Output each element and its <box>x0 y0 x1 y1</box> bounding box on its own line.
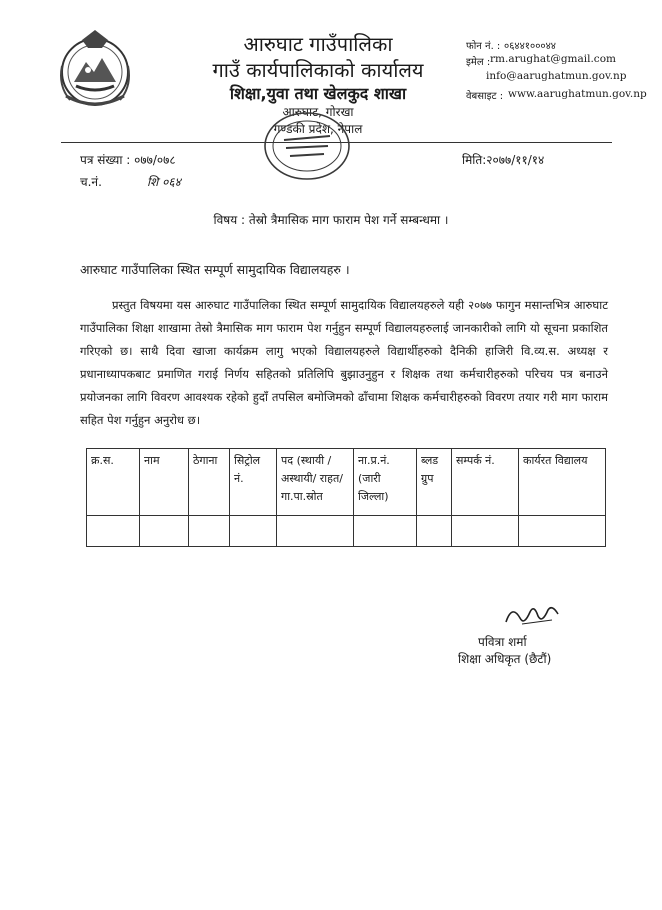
table-cell <box>417 516 452 547</box>
email-secondary: info@aarughatmun.gov.np <box>486 70 627 82</box>
col-position: पद (स्थायी /अस्थायी/ राहत/गा.पा.स्रोत <box>277 449 354 516</box>
col-contact: सम्पर्क नं. <box>452 449 519 516</box>
government-emblem-logo <box>52 26 138 112</box>
office-name: गाउँ कार्यपालिकाको कार्यालय <box>212 58 424 82</box>
municipality-name: आरुघाट गाउँपालिका <box>243 32 393 56</box>
table-cell <box>230 516 277 547</box>
office-location: आरुघाट, गोरखा <box>282 105 354 119</box>
section-name: शिक्षा,युवा तथा खेलकुद शाखा <box>229 84 407 103</box>
office-stamp <box>262 110 352 182</box>
email-label: इमेल : <box>466 57 491 68</box>
col-school: कार्यरत विद्यालय <box>519 449 606 516</box>
dispatch-number: शि ०६४ <box>147 175 181 189</box>
table-header-row <box>87 449 606 516</box>
phone-label: फोन नं. : <box>466 41 501 52</box>
table-cell <box>189 516 230 547</box>
col-seat-roll: सिट्रोल नं. <box>230 449 277 516</box>
table-cell <box>354 516 417 547</box>
col-citizenship: ना.प्र.नं.(जारी जिल्ला) <box>354 449 417 516</box>
col-name: नाम <box>140 449 189 516</box>
website-label: वेबसाइट : <box>466 91 504 102</box>
letter-subject: विषय : तेस्रो त्रैमासिक माग फाराम पेश गर्ने सम्बन्धमा । <box>213 213 449 227</box>
dispatch-label: च.नं. <box>80 175 102 189</box>
letter-addressee: आरुघाट गाउँपालिका स्थित सम्पूर्ण सामुदायिक विद्यालयहरु । <box>80 262 350 277</box>
signatory-name: पवित्रा शर्मा <box>478 635 527 649</box>
signatory-title: शिक्षा अधिकृत (छैटौं) <box>458 652 552 666</box>
table-cell <box>277 516 354 547</box>
province-country: गण्डकी प्रदेश, नेपाल <box>273 122 363 136</box>
table-cell <box>87 516 140 547</box>
table-cell <box>452 516 519 547</box>
handwritten-signature <box>502 600 562 630</box>
col-address: ठेगाना <box>189 449 230 516</box>
col-serial: क्र.स. <box>87 449 140 516</box>
website-url: www.aarughatmun.gov.np <box>508 88 647 100</box>
letter-body: प्रस्तुत विषयमा यस आरुघाट गाउँपालिका स्थित सम्पूर्ण सामुदायिक विद्यालयहरुले यही २०७७ फागुन मसान्तभित्र आरुघाट गाउँपालिका शिक्षा शाखामा तेस्रो त्रैमासिक माग फाराम पेश गर्नुहुन सम्पूर्ण विद्यालयहरुलाई जानकारीको लागि यो सूचना प्रकाशित गरिएको छ। साथै दिवा खाजा कार्यक्रम लागु भएको विद्यालयहरुले विद्यार्थीहरुको दैनिकी हाजिरी वि.व्य.स. अध्यक्ष र प्रधानाध्यापकबाट प्रमाणित गराई निर्णय सहितको प्रतिलिपि बुझाउनुहुन र शिक्षक तथा कर्मचारीहरुको परिचय पत्र बनाउने प्रयोजनका लागि विवरण आवश्यक रहेको हुदाँ तपसिल बमोजिमको ढाँचामा शिक्षक कर्मचारीहरुको विवरण तयार गरी माग फाराम सहित पेश गर्नुहुन अनुरोध छ। <box>80 298 608 427</box>
table-cell <box>140 516 189 547</box>
table-row <box>87 516 606 547</box>
phone-number: ०६४४१०००४४ <box>504 41 556 52</box>
request-form-table <box>86 448 606 547</box>
email-primary: rm.arughat@gmail.com <box>490 53 616 65</box>
col-blood-group: ब्लड ग्रुप <box>417 449 452 516</box>
table-cell <box>519 516 606 547</box>
reference-number: पत्र संख्या : ०७७/०७८ <box>80 153 176 167</box>
letter-date: मिति:२०७७/११/१४ <box>462 153 545 167</box>
